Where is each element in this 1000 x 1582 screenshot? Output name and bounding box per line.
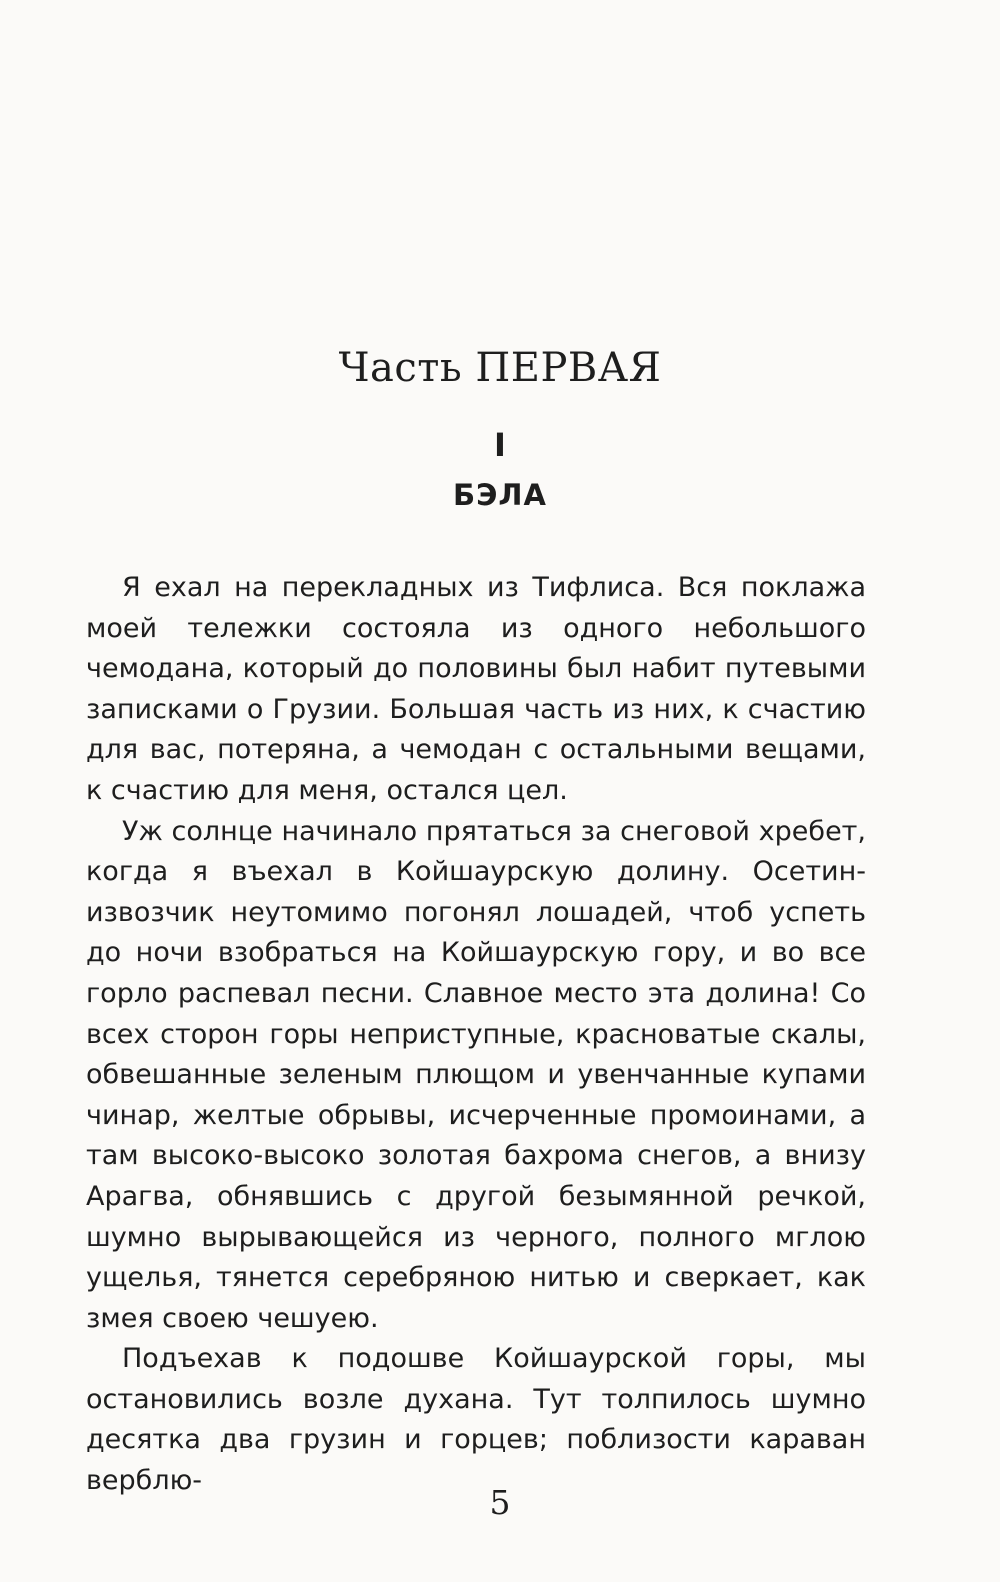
chapter-title: БЭЛА <box>453 478 547 512</box>
paragraph-1: Я ехал на перекладных из Тифлиса. Вся поклажа моей тележки состояла из одного небольшого чемодана, который до половины был набит путевыми записками о Грузии. Большая часть из них, к счастию для вас, потеряна, а чемодан с остальными вещами, к счастию для меня, остался цел. <box>86 572 866 806</box>
chapter-number: I <box>494 426 506 464</box>
part-title: Часть ПЕРВАЯ <box>338 345 662 391</box>
paragraph-2: Уж солнце начинало прятаться за снеговой хребет, когда я въехал в Койшаурскую долину. Осетин-извозчик неутомимо погонял лошадей, чтоб успеть до ночи взобраться на Койшаурскую гору, и во все горло распевал песни. Славное место эта долина! Со всех сторон горы неприступные, красноватые скалы, обвешанные зеленым плющом и увенчанные купами чинар, желтые обрывы, исчерченные промоинами, а там высоко-высоко золотая бахрома снегов, а внизу Арагва, обнявшись с другой безымянной речкой, шумно вырывающейся из черного, полного мглою ущелья, тянется серебряною нитью и сверкает, как змея своею чешуею. <box>86 815 866 1334</box>
page-number: 5 <box>489 1483 511 1522</box>
body-text <box>86 568 866 1502</box>
paragraph-3: Подъехав к подошве Койшаурской горы, мы остановились возле духана. Тут толпилось шумно десятка два грузин и горцев; поблизости караван верблю- <box>86 1343 866 1497</box>
